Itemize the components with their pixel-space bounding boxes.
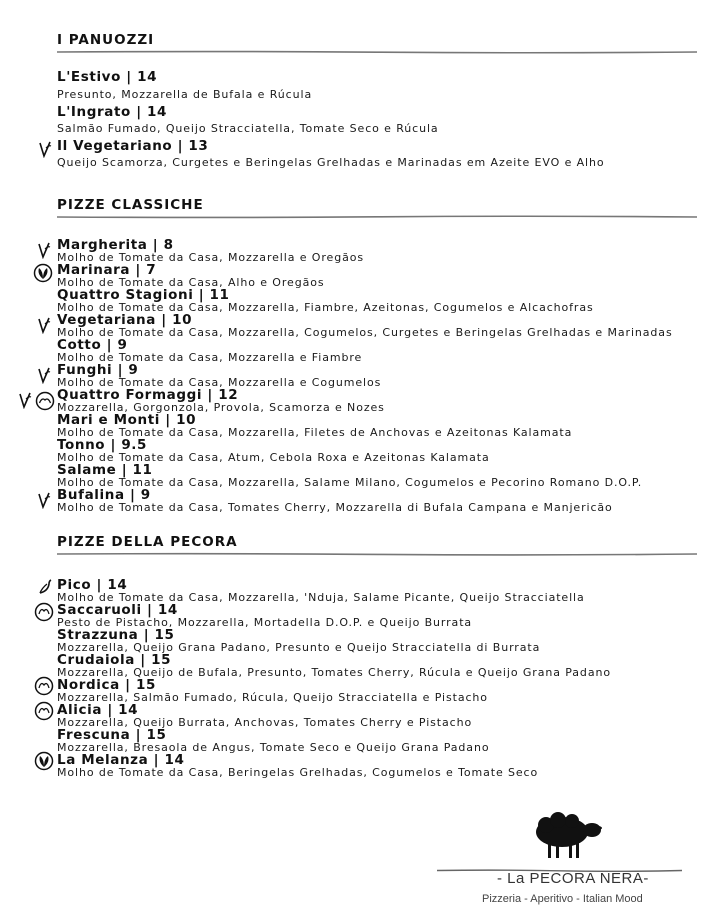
menu-item-desc: Molho de Tomate da Casa, Mozzarella e Fiambre <box>57 351 363 364</box>
menu-item-name: Bufalina | 9 <box>57 487 151 503</box>
menu-item-desc: Molho de Tomate da Casa, Mozzarella, Fiambre, Azeitonas, Cogumelos e Alcachofras <box>57 301 594 314</box>
menu-item-name: Funghi | 9 <box>57 362 139 378</box>
nuts-allergen-icon <box>34 676 54 696</box>
menu-item-name: Alicia | 14 <box>57 702 139 718</box>
vegetarian-sprout-icon <box>36 316 52 334</box>
menu-item-name: Strazzuna | 15 <box>57 627 175 643</box>
menu-item-name: Il Vegetariano | 13 <box>57 138 209 154</box>
vegetarian-sprout-icon <box>17 391 33 409</box>
nuts-allergen-icon <box>34 701 54 721</box>
section-title-pecora: PIZZE DELLA PECORA <box>57 534 238 550</box>
menu-item-desc: Mozzarella, Queijo de Bufala, Presunto, Tomates Cherry, Rúcula e Queijo Grana Padano <box>57 666 611 679</box>
menu-item-desc: Mozzarella, Salmão Fumado, Rúcula, Queijo Stracciatella e Pistacho <box>57 691 488 704</box>
brand-tagline: Pizzeria - Aperitivo - Italian Mood <box>482 893 643 905</box>
menu-item-name: Cotto | 9 <box>57 337 128 353</box>
vegetarian-sprout-icon <box>36 366 52 384</box>
menu-item-name: Salame | 11 <box>57 462 153 478</box>
menu-item-desc: Molho de Tomate da Casa, Beringelas Grelhadas, Cogumelos e Tomate Seco <box>57 766 539 779</box>
menu-item-desc: Molho de Tomate da Casa, Mozzarella e Cogumelos <box>57 376 382 389</box>
menu-item-desc: Molho de Tomate da Casa, Mozzarella, Cogumelos, Curgetes e Beringelas Grelhadas e Marinadas <box>57 326 673 339</box>
menu-item-name: Quattro Formaggi | 12 <box>57 387 239 403</box>
menu-item-name: Vegetariana | 10 <box>57 312 193 328</box>
nuts-allergen-icon <box>34 602 54 622</box>
menu-item-name: L'Ingrato | 14 <box>57 104 168 120</box>
menu-item-name: La Melanza | 14 <box>57 752 185 768</box>
menu-item-desc: Molho de Tomate da Casa, Mozzarella, Filetes de Anchovas e Azeitonas Kalamata <box>57 426 573 439</box>
menu-item-name: Tonno | 9.5 <box>57 437 148 453</box>
footer-divider <box>437 857 682 860</box>
menu-item-desc: Molho de Tomate da Casa, Alho e Oregãos <box>57 276 325 289</box>
section-divider <box>57 50 697 54</box>
section-title-classiche: PIZZE CLASSICHE <box>57 197 204 213</box>
menu-item-desc: Molho de Tomate da Casa, Mozzarella, Salame Milano, Cogumelos e Pecorino Romano D.O.P. <box>57 476 643 489</box>
vegan-leaf-icon <box>33 263 53 283</box>
menu-item-desc: Mozzarella, Bresaola de Angus, Tomate Seco e Queijo Grana Padano <box>57 741 490 754</box>
menu-item-desc: Presunto, Mozzarella de Bufala e Rúcula <box>57 88 313 101</box>
section-divider <box>57 552 697 556</box>
cheese-allergen-icon <box>35 391 55 411</box>
menu-item-desc: Queijo Scamorza, Curgetes e Beringelas Grelhadas e Marinadas em Azeite EVO e Alho <box>57 156 605 169</box>
menu-item-name: Margherita | 8 <box>57 237 174 253</box>
vegan-leaf-icon <box>34 751 54 771</box>
menu-item-name: Marinara | 7 <box>57 262 157 278</box>
menu-item-name: Saccaruoli | 14 <box>57 602 178 618</box>
menu-item-desc: Salmão Fumado, Queijo Stracciatella, Tomate Seco e Rúcula <box>57 122 439 135</box>
menu-item-desc: Pesto de Pistacho, Mozzarella, Mortadella D.O.P. e Queijo Burrata <box>57 616 473 629</box>
menu-item-name: L'Estivo | 14 <box>57 69 158 85</box>
menu-item-desc: Molho de Tomate da Casa, Mozzarella, 'Nduja, Salame Picante, Queijo Stracciatella <box>57 591 585 604</box>
menu-item-desc: Molho de Tomate da Casa, Tomates Cherry, Mozzarella di Bufala Campana e Manjericão <box>57 501 613 514</box>
section-divider <box>57 215 697 219</box>
vegetarian-sprout-icon <box>36 241 52 259</box>
vegetarian-sprout-icon <box>37 140 53 158</box>
menu-item-name: Mari e Monti | 10 <box>57 412 197 428</box>
menu-item-name: Frescuna | 15 <box>57 727 167 743</box>
menu-item-desc: Mozzarella, Gorgonzola, Provola, Scamorza e Nozes <box>57 401 385 414</box>
menu-item-name: Nordica | 15 <box>57 677 156 693</box>
black-sheep-logo-icon <box>532 812 604 860</box>
menu-item-name: Crudaiola | 15 <box>57 652 172 668</box>
menu-item-desc: Mozzarella, Queijo Grana Padano, Presunto e Queijo Stracciatella di Burrata <box>57 641 541 654</box>
vegetarian-sprout-icon <box>36 491 52 509</box>
menu-item-name: Quattro Stagioni | 11 <box>57 287 230 303</box>
menu-item-desc: Molho de Tomate da Casa, Atum, Cebola Roxa e Azeitonas Kalamata <box>57 451 490 464</box>
brand-name: - La PECORA NERA- <box>497 870 649 887</box>
spicy-chili-icon <box>36 578 54 596</box>
section-title-panuozzi: I PANUOZZI <box>57 32 155 48</box>
menu-item-desc: Molho de Tomate da Casa, Mozzarella e Oregãos <box>57 251 365 264</box>
menu-item-desc: Mozzarella, Queijo Burrata, Anchovas, Tomates Cherry e Pistacho <box>57 716 473 729</box>
menu-item-name: Pico | 14 <box>57 577 128 593</box>
